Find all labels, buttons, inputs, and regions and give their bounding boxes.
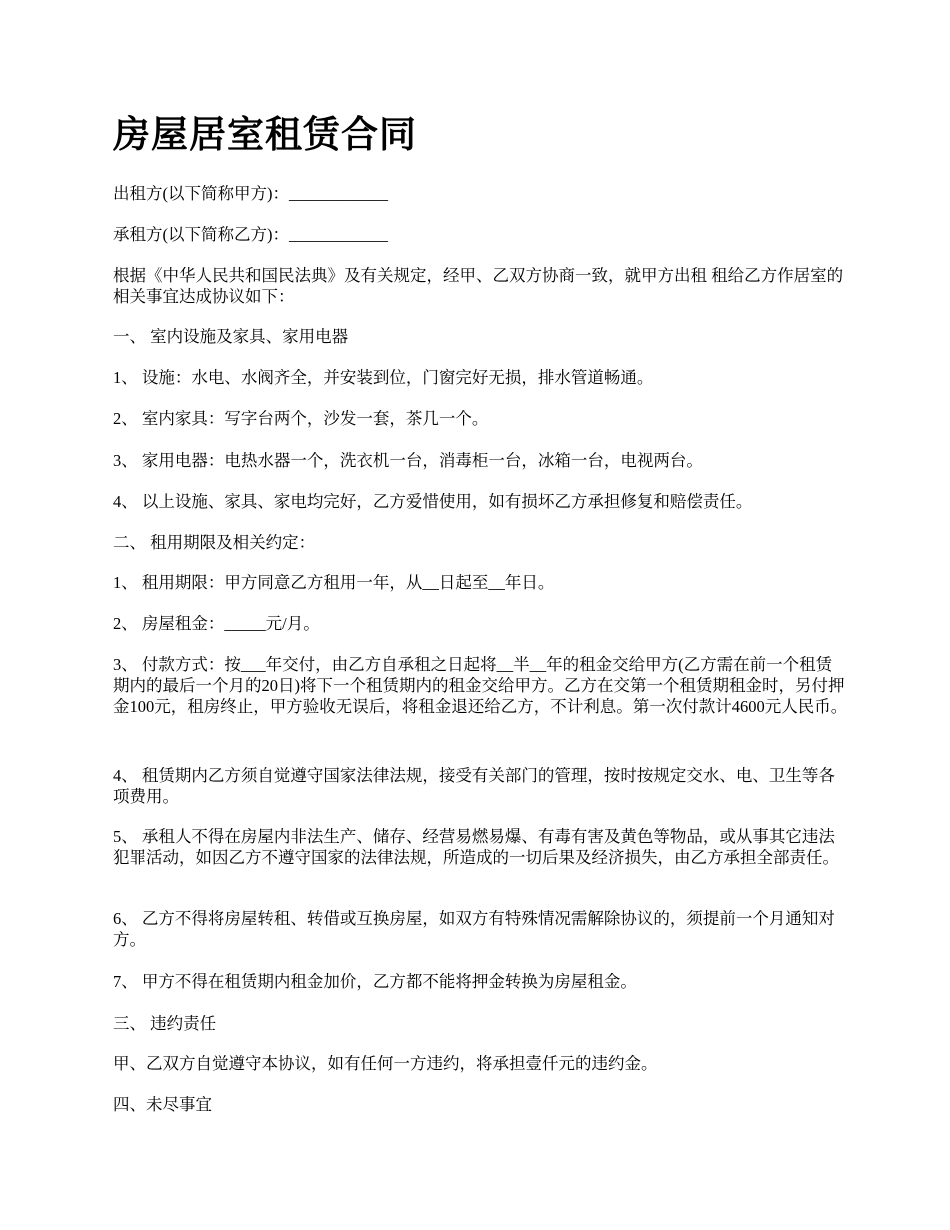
clause-payment: 3、 付款方式：按___年交付，由乙方自承租之日起将__半__年的租金交给甲方(乙方需在前一个租赁期内的最后一个月的20日)将下一个租赁期内的租金交给甲方。乙方在交第一个租赁期租金时，另付押金100元，租房终止，甲方验收无误后，将租金退还给乙方，不计利息。第一次付款计4600元人民币。 (113, 655, 848, 716)
section-heading-other: 四、未尽事宜 (113, 1095, 212, 1114)
clause-furniture: 2、 室内家具：写字台两个，沙发一套，茶几一个。 (113, 409, 489, 428)
section-heading-term: 二、 租用期限及相关约定： (113, 533, 316, 552)
intro-paragraph: 根据《中华人民共和国民法典》及有关规定，经甲、乙双方协商一致，就甲方出租 租给乙方作居室的相关事宜达成协议如下： (113, 266, 844, 306)
clause-appliances: 3、 家用电器：电热水器一个，洗衣机一台，消毒柜一台，冰箱一台，电视两台。 (113, 451, 703, 470)
clause-penalty: 甲、乙双方自觉遵守本协议，如有任何一方违约，将承担壹仟元的违约金。 (113, 1054, 658, 1073)
clause-facilities: 1、 设施：水电、水阀齐全，并安装到位，门窗完好无损，排水管道畅通。 (113, 368, 654, 387)
clause-deposit: 7、 甲方不得在租赁期内租金加价，乙方都不能将押金转换为房屋租金。 (113, 972, 637, 991)
clause-prohibited: 5、 承租人不得在房屋内非法生产、储存、经营易燃易爆、有毒有害及黄色等物品，或从事其它违法犯罪活动，如因乙方不遵守国家的法律法规，所造成的一切后果及经济损失，由乙方承担全部责任。 (113, 827, 839, 867)
section-heading-facilities: 一、 室内设施及家具、家用电器 (113, 327, 349, 346)
clause-maintenance: 4、 以上设施、家具、家电均完好，乙方爱惜使用，如有损坏乙方承担修复和赔偿责任。 (113, 492, 753, 511)
section-heading-liability: 三、 违约责任 (113, 1014, 217, 1033)
document-title: 房屋居室租赁合同 (113, 115, 417, 156)
clause-compliance: 4、 租赁期内乙方须自觉遵守国家法律法规，接受有关部门的管理，按时按规定交水、电、卫生等各项费用。 (113, 766, 835, 806)
clause-sublet: 6、 乙方不得将房屋转租、转借或互换房屋，如双方有特殊情况需解除协议的，须提前一个月通知对方。 (113, 909, 835, 949)
clause-rent: 2、 房屋租金：_____元/月。 (113, 614, 320, 633)
lessor-line: 出租方(以下简称甲方)：____________ (113, 184, 388, 203)
clause-lease-term: 1、 租用期限：甲方同意乙方租用一年，从__日起至__年日。 (113, 573, 555, 592)
lessee-line: 承租方(以下简称乙方)：____________ (113, 225, 388, 244)
